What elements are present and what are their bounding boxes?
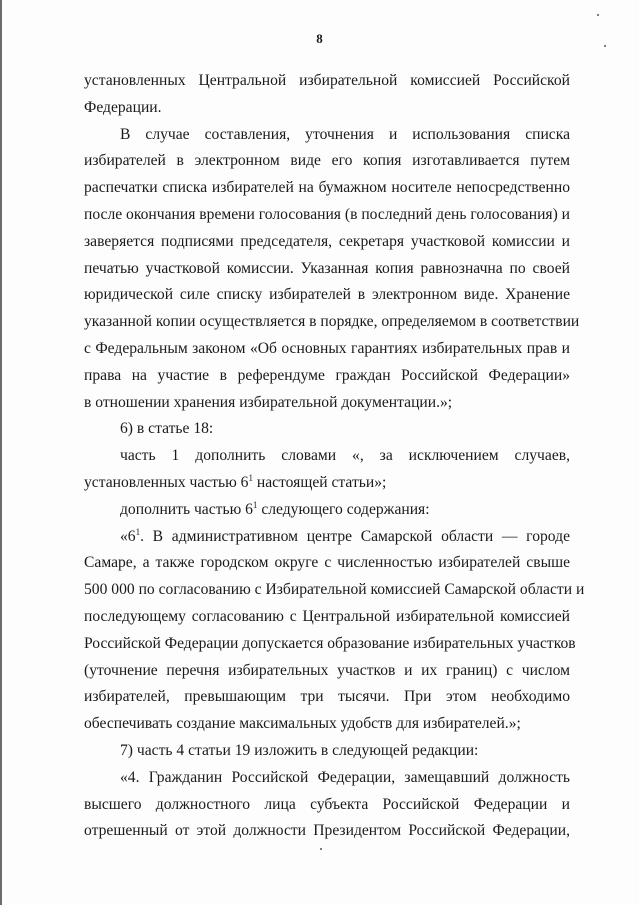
text-line: указанной копии осуществляется в порядке, определяемом в соответствии [84, 313, 580, 331]
text-line: с Федеральным законом «Об основных гарантиях избирательных прав и [84, 339, 570, 357]
text-line: В случае составления, уточнения и использования списка [120, 125, 570, 143]
page-number: 8 [316, 31, 323, 46]
text-segment: следующего содержания: [257, 500, 430, 518]
text-line: высшего должностного лица субъекта Российской Федерации и [84, 795, 570, 813]
text-line: часть 1 дополнить словами «, за исключением случаев, [120, 447, 570, 465]
text-line: «4. Гражданин Российской Федерации, замещавший должность [120, 768, 570, 786]
text-line: 6) в статье 18: [120, 420, 214, 438]
superscript: 1 [248, 472, 253, 483]
superscript: 1 [252, 499, 258, 510]
text-line: заверяется подписями председателя, секретаря участковой комиссии и [84, 232, 570, 250]
text-line [84, 497, 570, 524]
text-line [84, 524, 570, 551]
text-line: Российской Федерации допускается образование избирательных участков [84, 634, 576, 652]
text-line: установленных Центральной избирательной комиссией Российской [84, 72, 570, 89]
text-line: распечатки списка избирателей на бумажном носителе непосредственно [84, 179, 570, 197]
text-segment: настоящей статьи»; [252, 473, 387, 491]
scan-speck [320, 848, 322, 850]
text-line: избирателей в электронном виде его копия изготавливается путем [84, 152, 570, 170]
text-segment: «6 [120, 527, 136, 545]
text-line: (уточнение перечня избирательных участков и их границ) с числом [84, 661, 570, 679]
text-line: после окончания времени голосования (в последний день голосования) и [84, 205, 571, 223]
text-line: обеспечивать создание максимальных удобств для избирателей.»; [84, 715, 521, 733]
text-line: Федерации. [84, 98, 162, 116]
document-body [84, 68, 585, 845]
text-line: юридической силе списку избирателей в электронном виде. Хранение [84, 286, 570, 304]
superscript: 1 [135, 526, 141, 537]
text-line: в отношении хранения избирательной документации.»; [84, 393, 453, 411]
text-segment: дополнить частью 6 [120, 500, 253, 518]
text-line: избирателей, превышающим три тысячи. При этом необходимо [84, 688, 570, 706]
scan-left-edge [0, 0, 2, 905]
text-segment: . В административном центре Самарской области — городе [140, 527, 570, 545]
text-line: печатью участковой комиссии. Указанная копия равнозначна по своей [84, 259, 570, 277]
text-line: отрешенный от этой должности Президентом Российской Федерации, [84, 822, 570, 840]
text-line: 500 000 по согласованию с Избирательной комиссией Самарской области и [84, 581, 585, 599]
text-line: Самаре, а также городском округе с численностью избирателей свыше [84, 554, 570, 572]
text-line: 7) часть 4 статьи 19 изложить в следующей редакции: [120, 741, 479, 759]
text-segment: установленных частью 6 [84, 473, 249, 491]
text-line [84, 470, 570, 497]
scan-speck [597, 14, 599, 16]
text-line: права на участие в референдуме граждан Российской Федерации» [84, 366, 570, 384]
text-line: последующему согласованию с Центральной избирательной комиссией [84, 607, 570, 625]
